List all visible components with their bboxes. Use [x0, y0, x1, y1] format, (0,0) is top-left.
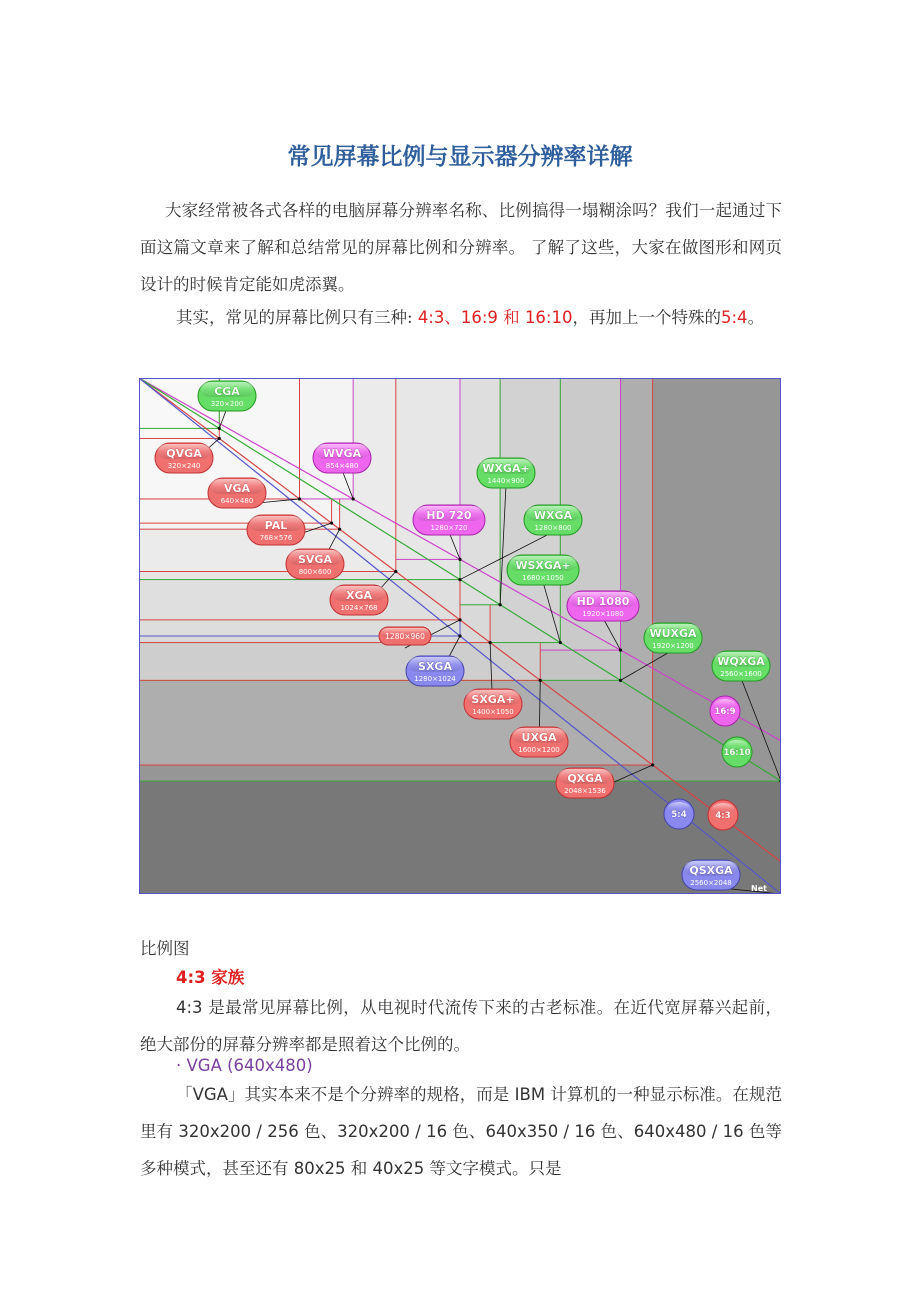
- intro-paragraph: 大家经常被各式各样的电脑屏幕分辨率名称、比例搞得一塌糊涂吗？我们一起通过下面这篇文章来了解和总结常见的屏幕比例和分辨率。 了解了这些，大家在做图形和网页设计的时候肯定能如虎添翼。: [140, 201, 782, 294]
- label-2048-1536: [556, 768, 614, 798]
- pill-res-1280-720: 1280×720: [430, 524, 468, 532]
- vga-p-5: 色、: [595, 1122, 634, 1141]
- pill-res-640-480: 640×480: [220, 497, 254, 505]
- pill-name-854-480: WVGA: [322, 447, 362, 460]
- vga-heading: · VGA (640x480): [176, 1056, 313, 1075]
- pill-name-1920-1080: HD 1080: [576, 595, 630, 608]
- pill-res-854-480: 854×480: [325, 462, 359, 470]
- pill-res-320-200: 320×200: [210, 400, 244, 408]
- vga-p-2: 计算机的一种显示标准。在规范里有: [140, 1085, 783, 1141]
- label-320-240: [155, 443, 213, 473]
- vga-p-8: 等文字模式。只是: [424, 1159, 562, 1178]
- corner-dot-1280-800: [458, 578, 461, 581]
- resolution-ratio-diagram: [139, 378, 781, 894]
- corner-dot-320-200: [218, 427, 221, 430]
- corner-dot-1280-720: [458, 558, 461, 561]
- corner-dot-1024-768: [394, 570, 397, 573]
- pill-name-1600-1200: UXGA: [521, 731, 557, 744]
- pill-res-800-600: 800×600: [298, 568, 332, 576]
- ratios-mid: ，再加上一个特殊的: [572, 308, 721, 327]
- pill-name-1440-900: WXGA+: [482, 462, 530, 475]
- label-1280-1024: [406, 656, 464, 686]
- label-1280-960: [379, 627, 431, 645]
- ratio-badge-5-4: [664, 799, 694, 829]
- corner-dot-2048-1536: [651, 763, 654, 766]
- label-2560-1600: [712, 651, 770, 681]
- pill-name-1400-1050: SXGA+: [471, 693, 515, 706]
- pill-res-1280-1024: 1280×1024: [414, 675, 456, 683]
- corner-dot-1920-1080: [619, 649, 622, 652]
- pill-name-2560-1600: WQXGA: [717, 655, 765, 668]
- pill-name-320-200: CGA: [214, 385, 240, 398]
- pill-res-320-240: 320×240: [167, 462, 201, 470]
- vga-p-vga: VGA: [192, 1085, 228, 1104]
- pill-res-1920-1080: 1920×1080: [582, 610, 624, 618]
- pill-res-768-576: 768×576: [259, 534, 293, 542]
- corner-dot-1600-1200: [539, 679, 542, 682]
- ratios-prefix: 其实，常见的屏幕比例只有三种: [176, 308, 407, 327]
- pill-res-1280-960: 1280×960: [385, 632, 425, 641]
- corner-dot-1280-1024: [458, 634, 461, 637]
- label-1400-1050: [464, 689, 522, 719]
- corner-dot-800-600: [338, 528, 341, 531]
- ratio-16-9: 16:9: [460, 308, 498, 327]
- label-1280-800: [524, 505, 582, 535]
- pill-name-2048-1536: QXGA: [567, 772, 603, 785]
- vga-p-m3: 640x350 / 16: [485, 1122, 596, 1141]
- label-854-480: [313, 443, 371, 473]
- family-word: 家族: [205, 968, 245, 987]
- ratio-5-4: 5:4: [721, 308, 748, 327]
- ratio-badge-4-3: [708, 800, 738, 830]
- corner-dot-1920-1200: [619, 679, 622, 682]
- family-desc-ratio: 4:3: [176, 998, 203, 1017]
- pill-name-800-600: SVGA: [298, 553, 332, 566]
- ratio-and: 和: [497, 308, 525, 327]
- ratio-4-3: 4:3: [417, 308, 445, 327]
- pill-res-2048-1536: 2048×1536: [564, 787, 606, 795]
- label-1440-900: [477, 458, 535, 488]
- vga-p-m1: 320x200 / 256: [178, 1122, 299, 1141]
- label-320-200: [198, 381, 256, 411]
- pill-name-1024-768: XGA: [345, 589, 373, 602]
- page-title: 常见屏幕比例与显示器分辨率详解: [287, 143, 633, 170]
- vga-p-m5: 80x25: [293, 1159, 346, 1178]
- corner-dot-640-480: [298, 497, 301, 500]
- corner-dot-1440-900: [499, 603, 502, 606]
- ratios-paragraph: [140, 299, 782, 336]
- pill-res-1280-800: 1280×800: [534, 524, 572, 532]
- pill-name-1920-1200: WUXGA: [649, 627, 697, 640]
- figure-caption: 比例图: [140, 939, 190, 958]
- family-desc-text: 是最常见屏幕比例，从电视时代流传下来的古老标准。在近代宽屏幕兴起前，绝大部份的屏幕分辨率都是照着这个比例的。: [140, 998, 782, 1054]
- pill-res-2560-2048: 2560×2048: [690, 879, 732, 887]
- ratios-end: 。: [747, 308, 765, 327]
- pill-res-1680-1050: 1680×1050: [522, 574, 564, 582]
- corner-dot-768-576: [330, 522, 333, 525]
- vga-p-ibm: IBM: [514, 1085, 546, 1104]
- label-1920-1200: [644, 623, 702, 653]
- pill-name-1280-720: HD 720: [426, 509, 472, 522]
- pill-name-768-576: PAL: [264, 519, 288, 532]
- label-800-600: [286, 549, 344, 579]
- label-768-576: [247, 515, 305, 545]
- vga-p-open: 「: [176, 1085, 193, 1104]
- badge-text-16-9: 16:9: [714, 707, 736, 717]
- pill-name-1280-800: WXGA: [533, 509, 573, 522]
- vga-p-m4: 640x480 / 16: [633, 1122, 744, 1141]
- ratio-16-10: 16:10: [524, 308, 573, 327]
- vga-p-3: 色、: [298, 1122, 338, 1141]
- pill-name-320-240: QVGA: [166, 447, 202, 460]
- vga-p-7: 和: [345, 1159, 373, 1178]
- corner-dot-854-480: [352, 497, 355, 500]
- ratio-sep: 、: [444, 308, 461, 327]
- label-1680-1050: [507, 555, 579, 585]
- badge-text-16-10: 16:10: [723, 748, 751, 758]
- pill-res-1400-1050: 1400×1050: [472, 708, 514, 716]
- corner-dot-1680-1050: [559, 641, 562, 644]
- pill-name-640-480: VGA: [223, 482, 251, 495]
- pill-name-1280-1024: SXGA: [418, 660, 452, 673]
- label-2560-2048: [682, 860, 740, 890]
- vga-paragraph: [140, 1076, 782, 1187]
- label-1280-720: [413, 505, 485, 535]
- family-ratio: 4:3: [176, 968, 206, 987]
- pill-name-2560-2048: QSXGA: [689, 864, 733, 877]
- label-1920-1080: [567, 591, 639, 621]
- ratio-badge-16-10: [722, 737, 752, 767]
- corner-dot-320-240: [218, 437, 221, 440]
- pill-res-1920-1200: 1920×1200: [652, 642, 694, 650]
- label-1024-768: [330, 585, 388, 615]
- vga-p-6: 色等多种模式，甚至还有: [140, 1122, 783, 1178]
- corner-dot-1280-960: [458, 618, 461, 621]
- watermark-text: Net: [751, 884, 767, 893]
- vga-p-m6: 40x25: [372, 1159, 425, 1178]
- badge-text-4-3: 4:3: [715, 811, 731, 821]
- vga-p-1: 」其实本来不是个分辨率的规格，而是: [227, 1085, 515, 1104]
- label-1600-1200: [510, 727, 568, 757]
- pill-name-1680-1050: WSXGA+: [515, 559, 571, 572]
- ratios-colon: :: [407, 308, 413, 327]
- pill-res-2560-1600: 2560×1600: [720, 670, 762, 678]
- pill-res-1600-1200: 1600×1200: [518, 746, 560, 754]
- pill-res-1440-900: 1440×900: [487, 477, 525, 485]
- label-640-480: [208, 478, 266, 508]
- vga-p-4: 色、: [447, 1122, 486, 1141]
- corner-dot-1400-1050: [488, 641, 491, 644]
- vga-p-m2: 320x200 / 16: [337, 1122, 448, 1141]
- badge-text-5-4: 5:4: [671, 810, 687, 820]
- ratio-badge-16-9: [710, 696, 740, 726]
- pill-res-1024-768: 1024×768: [340, 604, 378, 612]
